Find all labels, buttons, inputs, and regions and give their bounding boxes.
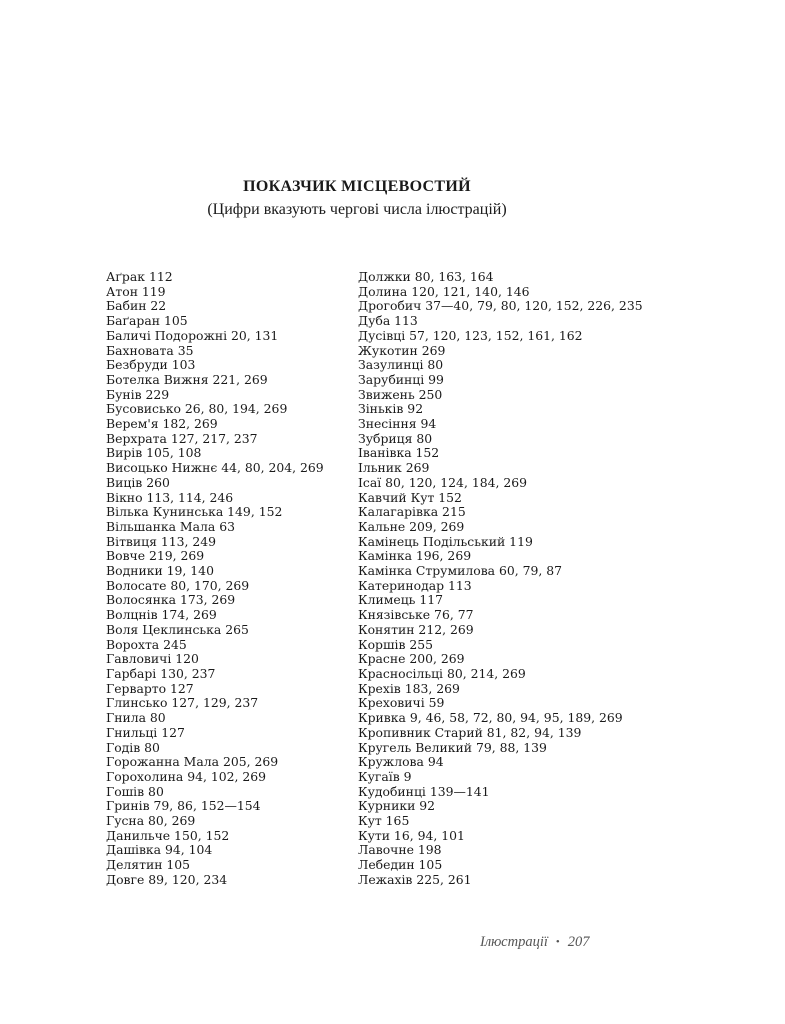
footer-section-name: Ілюстрації: [480, 934, 548, 950]
index-entry: Лежахів 225, 261: [358, 871, 472, 887]
footer-separator: •: [555, 936, 560, 948]
index-entry: Гарбарі 130, 237: [106, 665, 216, 681]
index-entry: Кудобинці 139—141: [358, 783, 490, 799]
index-entry: Кружлова 94: [358, 754, 444, 770]
index-entry: Вікно 113, 114, 246: [106, 489, 234, 505]
index-entry: Воля Цеклинська 265: [106, 621, 249, 637]
index-entry: Верхрата 127, 217, 237: [106, 430, 258, 446]
index-entry: Курники 92: [358, 798, 436, 814]
index-entry: Кропивник Старий 81, 82, 94, 139: [358, 724, 582, 740]
index-entry: Герварто 127: [106, 680, 194, 696]
index-entry: Водники 19, 140: [106, 563, 214, 579]
index-entry: Катеринодар 113: [358, 577, 472, 593]
index-entry: Висоцько Нижнє 44, 80, 204, 269: [106, 460, 324, 476]
index-entry: Бусовисько 26, 80, 194, 269: [106, 401, 288, 417]
index-entry: Гнильці 127: [106, 724, 185, 740]
index-entry: Крехів 183, 269: [358, 680, 460, 696]
index-entry: Конятин 212, 269: [358, 621, 474, 637]
index-column-left: [106, 270, 324, 888]
index-entry: Бунів 229: [106, 386, 170, 402]
index-entry: Верем'я 182, 269: [106, 416, 218, 432]
index-entry: Кут 165: [358, 813, 410, 829]
index-entry: Довге 89, 120, 234: [106, 871, 228, 887]
index-entry: Вільшанка Мала 63: [106, 518, 235, 534]
index-entry: Камінка 196, 269: [358, 548, 472, 564]
index-entry: Камінка Струмилова 60, 79, 87: [358, 563, 563, 579]
index-entry: Баличі Подорожні 20, 131: [106, 327, 279, 343]
index-entry: Гусна 80, 269: [106, 813, 196, 829]
index-entry: Волцнів 174, 269: [106, 607, 217, 623]
index-entry: Безбруди 103: [106, 357, 196, 373]
index-entry: Звижень 250: [358, 386, 443, 402]
index-entry: Зіньків 92: [358, 401, 424, 417]
index-entry: Ісаї 80, 120, 124, 184, 269: [358, 474, 527, 490]
index-entry: Камінець Подільський 119: [358, 533, 533, 549]
index-entry: Гнила 80: [106, 710, 166, 726]
index-entry: Бахновата 35: [106, 342, 194, 358]
index-entry: Бабин 22: [106, 298, 167, 314]
index-entry: Іванівка 152: [358, 445, 440, 461]
index-entry: Ботелка Вижня 221, 269: [106, 371, 268, 387]
index-entry: Гринів 79, 86, 152—154: [106, 798, 261, 814]
index-entry: Делятин 105: [106, 857, 191, 873]
index-subtitle: (Цифри вказують чергові числа ілюстрацій): [207, 201, 507, 218]
page-footer: [480, 934, 590, 951]
index-column-right: [358, 270, 643, 888]
index-entry: Кальне 209, 269: [358, 518, 465, 534]
index-entry: Аґрак 112: [106, 269, 173, 284]
index-entry: Вирів 105, 108: [106, 445, 202, 461]
index-entry: Жукотин 269: [358, 342, 446, 358]
index-entry: Вовче 219, 269: [106, 548, 205, 564]
index-entry: Данильче 150, 152: [106, 827, 230, 843]
index-entry: Дрогобич 37—40, 79, 80, 120, 152, 226, 235: [358, 298, 643, 314]
index-entry: Лавочне 198: [358, 842, 442, 858]
index-entry: Вілька Кунинська 149, 152: [106, 504, 283, 520]
index-entry: Волосате 80, 170, 269: [106, 577, 250, 593]
index-entry: Годів 80: [106, 739, 160, 755]
index-entry: Ільник 269: [358, 460, 430, 476]
index-entry: Дусівці 57, 120, 123, 152, 161, 162: [358, 327, 583, 343]
index-entry: Волосянка 173, 269: [106, 592, 236, 608]
index-entry: Знесіння 94: [358, 416, 437, 432]
index-entry: Глинсько 127, 129, 237: [106, 695, 259, 711]
index-entry: Дашівка 94, 104: [106, 842, 213, 858]
index-entry: Должки 80, 163, 164: [358, 269, 494, 284]
index-entry: Дуба 113: [358, 313, 418, 329]
index-entry: Кривка 9, 46, 58, 72, 80, 94, 95, 189, 269: [358, 710, 623, 726]
index-entry: Кугаїв 9: [358, 768, 412, 784]
page-number: 207: [567, 934, 590, 950]
index-entry: Долина 120, 121, 140, 146: [358, 283, 530, 299]
index-entry: Вітвиця 113, 249: [106, 533, 217, 549]
index-entry: Ворохта 245: [106, 636, 187, 652]
index-entry: Атон 119: [106, 283, 166, 299]
index-entry: Горожанна Мала 205, 269: [106, 754, 279, 770]
index-entry: Горохолина 94, 102, 269: [106, 768, 267, 784]
index-entry: Кути 16, 94, 101: [358, 827, 465, 843]
index-title: ПОКАЗЧИК МІСЦЕВОСТИЙ: [243, 178, 471, 195]
index-entry: Гошів 80: [106, 783, 164, 799]
index-entry: Зарубинці 99: [358, 371, 444, 387]
index-entry: Кавчий Кут 152: [358, 489, 462, 505]
index-entry: Гавловичі 120: [106, 651, 199, 667]
index-entry: Красне 200, 269: [358, 651, 465, 667]
index-entry: Виців 260: [106, 474, 170, 490]
index-entry: Климець 117: [358, 592, 443, 608]
index-entry: Лебедин 105: [358, 857, 443, 873]
index-entry: Князівське 76, 77: [358, 607, 474, 623]
index-entry: Кругель Великий 79, 88, 139: [358, 739, 547, 755]
index-entry: Баґаран 105: [106, 313, 188, 329]
index-entry: Коршів 255: [358, 636, 434, 652]
index-entry: Зубриця 80: [358, 430, 433, 446]
index-entry: Калагарівка 215: [358, 504, 466, 520]
index-entry: Зазулинці 80: [358, 357, 444, 373]
index-entry: Красносільці 80, 214, 269: [358, 665, 526, 681]
index-entry: Креховичі 59: [358, 695, 445, 711]
